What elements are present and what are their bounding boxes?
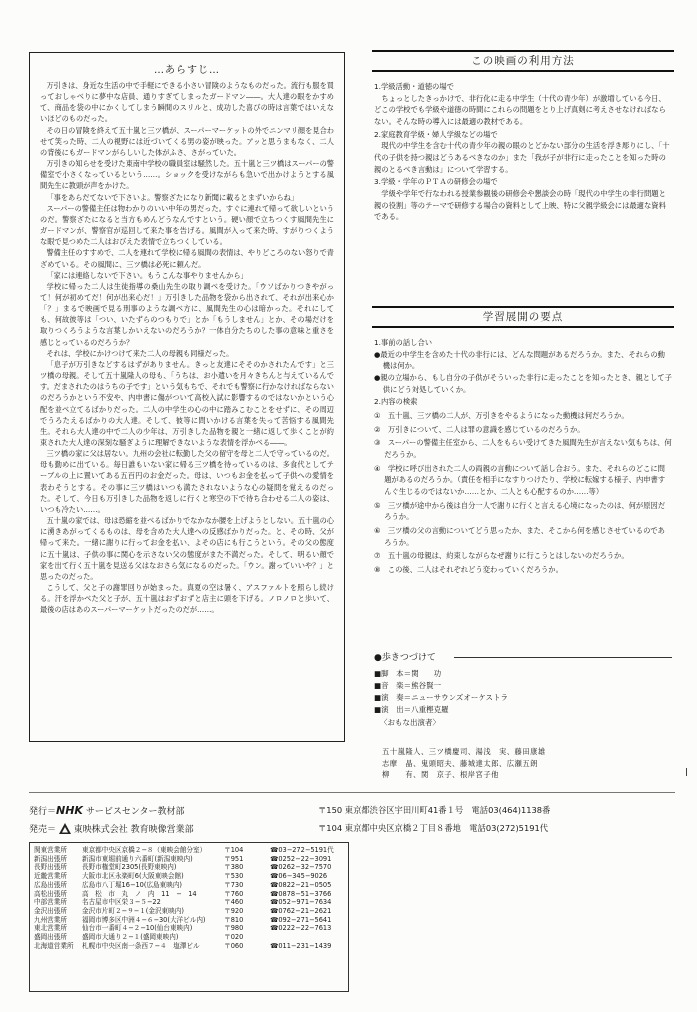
branch-phone: ☎011−231−1439 — [270, 941, 332, 950]
usage-header: この映画の利用方法 — [372, 50, 674, 72]
synopsis-paragraph: 学校に帰った二人は生徒指導の桑山先生の取り調べを受けた。「ウソばかりつきやがって！何が初めてだ！何が出来心だ！」万引きした品物を袋から出されて、それが出来心か「？」まるで映画で見る刑事のような調べ方に、風間先生の心は暗かった。それにしても、何故彼等は「つい、いたずらのつもりで」とか「もうしません」とか、その場だけを取りつくろうような言葉しかいえないのだろうか？一体自分たちのした事の意味と重さを感じとっているのだろうか？ — [40, 281, 334, 347]
credit-row: ■音 楽＝熊谷賢一 — [374, 681, 442, 691]
branch-phone: ☎0822−21−0505 — [270, 880, 332, 889]
study-pre-heading: 1.事前の話し合い — [374, 338, 433, 347]
branch-phone: ☎0762−21−2621 — [270, 906, 332, 915]
study-content-item: ⑤ 三ツ橋が途中から後は自分一人で謝りに行くと言える心境になったのは、何が原因だろうか。 — [374, 500, 666, 522]
synopsis-body — [40, 80, 334, 616]
branch-postal: 〒060 — [224, 941, 244, 950]
synopsis-title: …あらすじ… — [154, 65, 220, 76]
usage-item-body: 学級や学年で行なわれる授業参観後の研修会や懇談会の時「現代の中学生の非行問題と親の役割」等のテーマで研修する場合の資料として上映、特に父親学級会には最適な資料である。 — [374, 189, 666, 222]
branch-postal: 〒730 — [224, 880, 244, 889]
branch-phone: ☎03−272−5191代 — [270, 846, 334, 854]
study-content-item: ⑧ この後、二人はそれぞれどう変わっていくだろうか。 — [374, 565, 563, 575]
cast-row: 志摩 晶、鬼頭昭夫、藤城達太郎、広瀬五朗 — [382, 758, 538, 768]
branch-address: 大阪市北区永楽町6(大阪東映会館) — [82, 872, 184, 881]
credits-list — [374, 668, 674, 729]
branch-list-box — [29, 842, 349, 992]
branch-postal: 〒104 — [224, 846, 244, 854]
walk-heading: ●歩きつづけて — [374, 653, 436, 663]
synopsis-paragraph: その日の冒険を終えて五十嵐と三ツ橋が、スーパーマーケットの外でニンマリ顔を見合わせて笑った時、二人の視野には近づいてくる男の姿が映った。アッと思うまもなく、二人の背後にもガードマンがらしいした体がふさ、さがっていた。 — [40, 125, 334, 157]
branch-postal: 〒760 — [224, 889, 244, 898]
study-pre-item: ●親の立場から、もし自分の子供がそういった非行に走ったことを知ったとき、親として子供にどう対処していくか。 — [374, 373, 672, 394]
branch-phone: ☎0262−32−7570 — [270, 863, 332, 872]
branch-address: 広島市八丁堀16−10(広島東映内) — [82, 880, 182, 889]
cast-row: 五十嵐隆人、三ツ橋慶司、湯浅 実、藤田康雄 — [382, 747, 546, 756]
branch-phone: ☎06−345−9026 — [270, 872, 328, 881]
branch-phone: ☎0222−22−7613 — [270, 924, 332, 933]
branch-postal: 〒951 — [224, 854, 244, 863]
branch-table — [34, 846, 344, 950]
synopsis-paragraph: それは、学校にかけつけて来た二人の母親も同様だった。 — [46, 348, 234, 358]
nhk-logo: NHK — [56, 804, 83, 817]
branch-postal: 〒020 — [224, 933, 244, 942]
study-section — [374, 336, 672, 576]
synopsis-paragraph: 万引きは、身近な生活の中で手軽にできる小さい冒険のようなものだった。流行も服を買っておしゃべりに夢中な店員、通りすぎてしまったガードマン――。大人達の眼をかすめて、商品を袋の中にかくしてしまう瞬間のスリルと、成功した喜びの時は言葉ではいえないほどのものだった。 — [40, 81, 334, 124]
branch-postal: 〒810 — [224, 915, 244, 924]
synopsis-paragraph: 五十嵐の家では、母は恐縮を並べるばかりでなかなか腰を上げようとしない。五十嵐の心に湧きあがってくるものは、母を含めた大人達への反感ばかりだった。と、その時、父が帰って来た。一緒に謝りに行ってお金を払い、よその店にも行こうという。その父の態度に五十嵐は、子供の事に関心を示さない父の態度がまた不満だった。そして、明るい顔で家を出て行く五十嵐を見送る父はなおさら気になるのだった。「ウン。謝っていいや？」と思ったのだった。 — [40, 516, 334, 581]
branch-phone: ☎052−971−7634 — [270, 898, 332, 907]
study-pre-item: ●最近の中学生を含めた十代の非行には、どんな問題があるだろうか。また、それらの動機は何か。 — [374, 349, 665, 371]
branch-row — [34, 855, 344, 864]
branch-name: 北海道営業所 — [34, 941, 74, 950]
branch-postal: 〒980 — [224, 924, 244, 933]
cast-row: 柳 有、関 京子、根岸宮子他 — [382, 770, 499, 780]
study-content-item: ④ 学校に呼び出された二人の両親の言動について話し合おう。また、それらのどこに問題があるのだろうか。（責任を相手になすりつけたり、学校に転嫁する様子、内申書すんぐ生じるのではないか……とか、二人とも心配するのか……等） — [374, 463, 666, 497]
branch-address: 新潟市東堀前通り六番町(新潟東映内) — [82, 854, 193, 863]
branch-row — [34, 846, 344, 855]
cast-list — [382, 746, 674, 781]
branch-name: 関東営業所 — [34, 846, 67, 854]
issuer-label: 発行＝ — [29, 807, 57, 817]
synopsis-paragraph: 万引きの知らせを受けた東南中学校の職員室は騒然した。五十嵐と三ツ橋はスーパーの警備室で小さくなっているという……。ショックを受けながらも急いで出かけようとする風間先生に教頭が声をかけた。 — [40, 159, 334, 191]
study-content-item: ② 万引きについて、二人は罪の意識を感じているのだろうか。 — [374, 424, 585, 434]
credit-row: ■演 奏＝ニューサウンズオーケストラ — [374, 693, 509, 703]
synopsis-paragraph: こうして、父と子の謝罪回りが始まった。真夏の空は暑く、アスファルトを照らし続ける。汗を浮かべた父と子が、五十嵐はおずおずと店主に頭を下げる。ノロノロと歩いて、最後の店はあのスーパーマーケットだったのだが……。 — [40, 583, 334, 615]
credit-row: ■脚 本＝関 功 — [374, 669, 442, 678]
usage-item-heading: 3.学級・学年のＰＴＡの研修会の場で — [374, 177, 498, 187]
synopsis-paragraph: スーパーの警備主任は物わかりのいい中年の男だった。すぐに連れて帰って欲しいというのだ。警察ざたになると当方もめんどうなんですという。硬い顔で立ちつくす風間先生にガードマンが、警察官が巡回して来た事を告げる。風間が入って来た時、すがりつくような眼で見つめた二人はおびえた表情で立ちつくしている。 — [40, 203, 334, 247]
issuer-address: 〒150 東京都渋谷区宇田川町41番１号 電話03(464)1138番 — [318, 805, 551, 815]
branch-name: 高松出張所 — [34, 889, 67, 898]
branch-row — [34, 898, 344, 907]
branch-address: 札幌市中央区南一条西７−４ 塩澤ビル — [82, 941, 200, 950]
branch-row — [34, 907, 344, 916]
branch-row — [34, 933, 344, 942]
page-marker — [686, 768, 687, 776]
usage-item-body: 現代の中学生を含む十代の青少年の親の眼のとどかない部分の生活を浮き彫りにし、「十代の子供を持つ親はどうあるべきなのか」また「我が子が非行に走ったことを知った時の親のとるべき言動は」について学習する。 — [374, 141, 670, 174]
branch-name: 中部営業所 — [34, 898, 67, 907]
branch-address: 高 松 市 丸 ノ 内 11 − 14 — [82, 889, 197, 898]
footer-rule — [29, 792, 675, 793]
branch-address: 福岡市博多区中洲４−６−30(大洋ビル内) — [82, 915, 206, 924]
synopsis-paragraph: 警備主任のすすめで、二人を連れて学校に帰る風間の表情は、やりどころのない怒りで青ざめている。その風間に、三ツ橋は必死に頼んだ。 — [40, 248, 334, 269]
synopsis-paragraph: 三ツ橋の家に父は居ない。九州の会社に転勤した父の留守を母と二人で守っているのだ。母も勤めに出ている。毎日誰もいない家に帰る三ツ橋を待っているのは、多食代としてテーブルの上に置いてある五百円のお金だった。母は、いつもお金を払って子供への愛情を表わそうとする。その事に三ツ橋はいつも満たされないような心の疑問を覚えるのだった。そして、今日も万引きした品物を返しに行くと寒空の下で待ち合わせる二人の姿は、いつも冷たい……。 — [40, 449, 334, 514]
seller-address: 〒104 東京都中央区京橋２丁目８番地 電話03(272)5191代 — [318, 823, 549, 833]
branch-address: 名古屋市中区栄３−５−22 — [82, 898, 161, 907]
issuer-name: サービスセンター教材部 — [85, 807, 185, 817]
seller-name: 東映株式会社 教育映像営業部 — [73, 825, 194, 835]
branch-phone — [270, 933, 344, 942]
synopsis-paragraph: 「家には連絡しないで下さい。もうこんな事やりませんから」 — [46, 270, 248, 280]
usage-item-body: ちょっとしたきっかけで、非行化に走る中学生（十代の青少年）が激増している今日、どこの学校でも学級や道徳の時間にこれらの問題をとり上げ真剣に考えさせなければならない。そんな時の導入には最適の教材である。 — [374, 93, 666, 127]
branch-address: 東京都中央区京橋２−８（東映会館分室） — [82, 846, 207, 854]
synopsis-paragraph: 「事をあらだてないで下さいよ。警察ざたになり新聞に載るとまずいからね」 — [46, 192, 299, 202]
branch-row — [34, 890, 344, 899]
branch-row — [34, 924, 344, 933]
branch-row — [34, 942, 344, 951]
branch-address: 盛岡市大通り２−１(盛岡東映内) — [82, 933, 179, 942]
issuer-line — [29, 804, 184, 817]
usage-section — [374, 80, 672, 223]
study-content-item: ③ スーパーの警備主任室から、二人をもらい受けてきた風間先生が言えない気もちは、何だろうか。 — [374, 438, 672, 460]
branch-address: 仙台市一番町４−２−10(仙台東映内) — [82, 924, 193, 933]
branch-postal: 〒460 — [224, 898, 244, 907]
branch-name: 近畿営業所 — [34, 872, 67, 881]
branch-postal: 〒530 — [224, 872, 244, 881]
branch-name: 長野出張所 — [34, 863, 67, 872]
cast-heading: 〈おもな出演者〉 — [380, 717, 440, 727]
synopsis-box — [29, 52, 345, 742]
branch-phone: ☎0252−22−3091 — [270, 854, 332, 863]
branch-phone: ☎0878−51−3766 — [270, 889, 332, 898]
branch-name: 広島出張所 — [34, 880, 67, 889]
branch-name: 九州営業所 — [34, 915, 67, 924]
usage-item-heading: 2.家庭教育学級・婦人学級などの場で — [374, 129, 498, 139]
branch-row — [34, 881, 344, 890]
branch-name: 東北営業所 — [34, 924, 67, 933]
study-content-heading: 2.内容の検索 — [374, 397, 418, 407]
walk-divider — [454, 657, 672, 658]
study-header: 学習展開の要点 — [372, 306, 674, 328]
branch-row — [34, 872, 344, 881]
branch-postal: 〒380 — [224, 863, 244, 872]
branch-row — [34, 863, 344, 872]
study-content-item: ① 五十嵐、三ツ橋の二人が、万引きをやるようになった動機は何だろうか。 — [374, 411, 629, 421]
branch-address: 金沢市片町２−９−１(金沢東映内) — [82, 906, 184, 915]
seller-line — [29, 822, 194, 837]
branch-address: 長野市権堂町2305(長野東映内) — [82, 863, 177, 872]
toei-logo-icon — [59, 823, 71, 837]
branch-name: 盛岡出張所 — [34, 933, 67, 942]
branch-name: 新潟出張所 — [34, 854, 67, 863]
credit-row: ■演 出＝八重樫克羅 — [374, 705, 449, 715]
branch-phone: ☎092−271−5641 — [270, 915, 332, 924]
branch-name: 金沢出張所 — [34, 906, 67, 915]
study-content-item: ⑥ 三ツ橋の父の言動についてどう思ったか、また、そこから何を感じさせているのであろうか。 — [374, 526, 665, 547]
branch-postal: 〒920 — [224, 906, 244, 915]
synopsis-paragraph: 「息子が万引きなどするはずがありません。きっと友達にそそのかされたんです」と三ツ橋の母親。そして五十嵐隆人の母も、「うちは、お小遣いを月々きちんと与えているんです。だまされたのはうちの子です」という気もちで、それでも警察に行かなければならないのだろうかという不安や、内申書に傷がついて高校入試に影響するのではないかという心配を並べ立てるばかりだった。二人の中学生の心の中に踏みこむことをせずに、その周辺でうろたえるばかりの大人達。そして、彼等に問いかける言葉を失って苦悩する風間先生。それら大人達の中で二人の少年は、万引きした品物を親と一緒に返して歩くことが約束された大人達の深刻な騒ぎように理解できないような表情を浮かべる――。 — [40, 359, 334, 447]
study-content-item: ⑦ 五十嵐の母親は、約束しながらなぜ謝りに行こうとはしないのだろうか。 — [374, 551, 629, 561]
seller-label: 発売＝ — [29, 825, 57, 835]
usage-item-heading: 1.学級活動・道徳の場で — [374, 82, 454, 91]
